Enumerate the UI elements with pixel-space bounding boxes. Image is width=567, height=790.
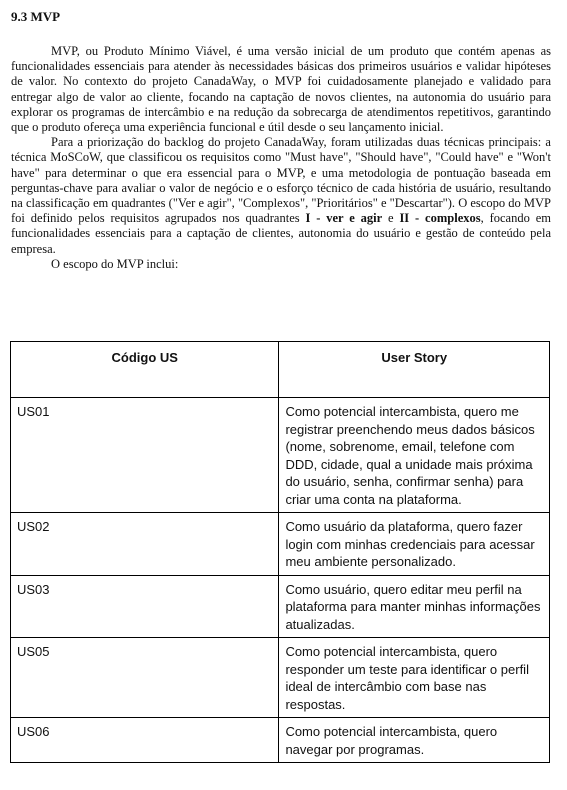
quadrant-label-1: I - ver e agir <box>305 211 383 226</box>
paragraph-text: e <box>382 211 400 226</box>
cell-code: US01 <box>11 398 279 513</box>
table-row <box>11 638 550 718</box>
column-header-story: User Story <box>279 342 550 398</box>
table-row <box>11 718 550 763</box>
cell-story: Como potencial intercambista, quero navegar por programas. <box>279 718 550 763</box>
table-row <box>11 398 550 513</box>
cell-code: US06 <box>11 718 279 763</box>
cell-code: US05 <box>11 638 279 718</box>
paragraph-text: , focando em funcionalidades essenciais para a captação de clientes, autonomia do usuário e gestão de conteúdo pela empresa. <box>11 211 551 256</box>
table-row <box>11 575 550 638</box>
table-row <box>11 513 550 576</box>
paragraph-text: Para a priorização do backlog do projeto CanadaWay, foram utilizadas duas técnicas principais: a técnica MoSCoW, que classificou os requisitos como "Must have", "Should have", "Could have" e "Won't have" para determinar o que era essencial para o MVP, e uma metodologia de pontuação baseada em perguntas-chave para avaliar o valor de negócio e o esforço técnico de cada história de usuário, resultando na classificação em quadrantes ("Ver e agir", "Complexos", "Prioritários" e "Descartar"). O escopo do MVP foi definido pelos requisitos agrupados nos quadrantes <box>11 135 551 226</box>
table-header-row <box>11 342 550 398</box>
cell-story: Como potencial intercambista, quero responder um teste para identificar o perfil ideal de intercâmbio com base nas respostas. <box>279 638 550 718</box>
section-heading: 9.3 MVP <box>11 9 61 24</box>
cell-story: Como usuário, quero editar meu perfil na plataforma para manter minhas informações atualizadas. <box>279 575 550 638</box>
cell-code: US03 <box>11 575 279 638</box>
user-story-table <box>10 341 550 763</box>
cell-story: Como potencial intercambista, quero me registrar preenchendo meus dados básicos (nome, sobrenome, email, telefone com DDD, cidade, qual a unidade mais próxima do usuário, senha, confirmar senha) para criar uma conta na plataforma. <box>279 398 550 513</box>
quadrant-label-2: II - complexos <box>399 211 481 226</box>
cell-code: US02 <box>11 513 279 576</box>
column-header-code: Código US <box>11 342 279 398</box>
paragraph-mvp-definition: MVP, ou Produto Mínimo Viável, é uma versão inicial de um produto que contém apenas as funcionalidades essenciais para atender às necessidades básicas dos primeiros usuários e validar hipóteses de valor. No contexto do projeto CanadaWay, o MVP foi cuidadosamente planejado e validado para entregar algo de valor ao cliente, focando na captação de novos clientes, na autonomia do usuário para explorar os programas de intercâmbio e na redução da sobrecarga de atendimentos repetitivos, garantindo que o produto ofereça uma experiência funcional e útil desde o seu lançamento inicial. <box>11 44 551 135</box>
body-text <box>11 44 551 272</box>
cell-story: Como usuário da plataforma, quero fazer login com minhas credenciais para acessar meu ambiente personalizado. <box>279 513 550 576</box>
paragraph-scope-intro: O escopo do MVP inclui: <box>51 256 179 271</box>
paragraph-prioritization <box>11 135 551 257</box>
